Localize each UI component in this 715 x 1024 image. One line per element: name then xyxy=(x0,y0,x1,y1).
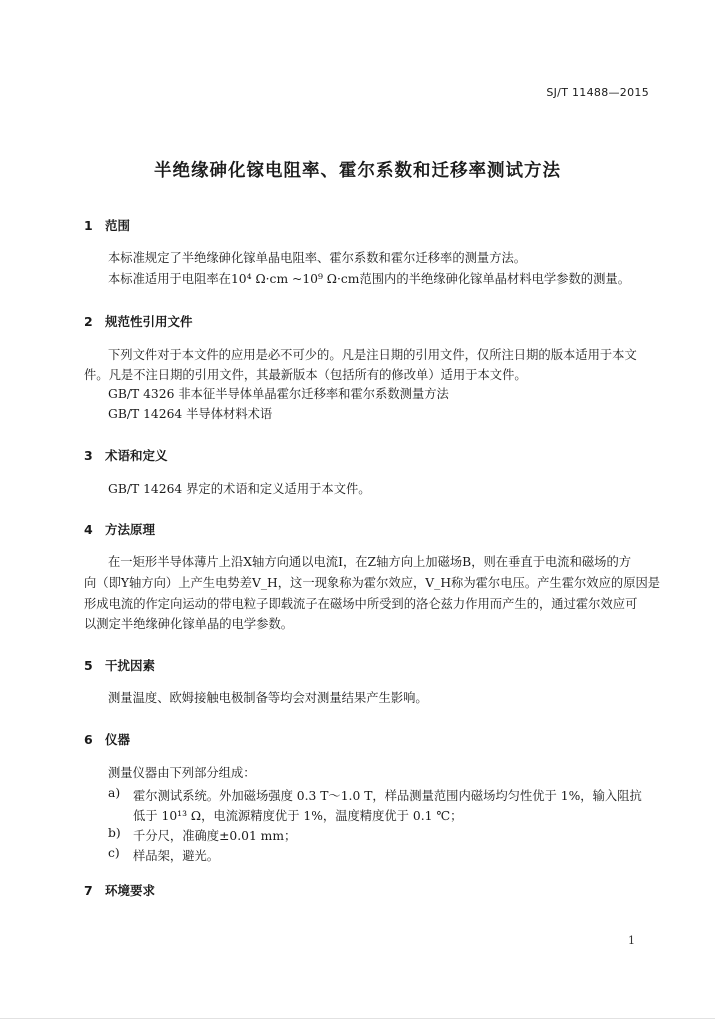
section-title: 术语和定义 xyxy=(105,448,168,463)
paragraph-line: 件。凡是不注日期的引用文件，其最新版本（包括所有的修改单）适用于本文件。 xyxy=(84,368,527,382)
list-item-line: 千分尺，准确度±0.01 mm； xyxy=(133,829,297,843)
section-2-heading xyxy=(84,312,193,330)
section-title: 环境要求 xyxy=(105,883,156,898)
section-4-heading xyxy=(84,520,155,538)
paragraph-line: 向（即Y轴方向）上产生电势差V_H，这一现象称为霍尔效应，V_H称为霍尔电压。产生霍尔效应的原因是 xyxy=(84,576,661,590)
list-marker: c) xyxy=(108,846,120,860)
section-number: 2 xyxy=(84,314,93,329)
paragraph-line: GB/T 14264 界定的术语和定义适用于本文件。 xyxy=(108,482,371,496)
list-marker: a) xyxy=(108,786,121,800)
list-item-line: 样品架，避光。 xyxy=(133,849,220,863)
reference-line: GB/T 4326 非本征半导体单晶霍尔迁移率和霍尔系数测量方法 xyxy=(108,387,449,401)
paragraph-line: 测量温度、欧姆接触电极制备等均会对测量结果产生影响。 xyxy=(108,691,428,705)
page-number: 1 xyxy=(628,934,635,947)
section-3-heading xyxy=(84,446,168,464)
section-6-heading xyxy=(84,730,130,748)
section-number: 7 xyxy=(84,883,93,898)
section-7-heading xyxy=(84,881,155,899)
paragraph-line: 形成电流的作定向运动的带电粒子即载流子在磁场中所受到的洛仑兹力作用而产生的，通过霍尔效应可 xyxy=(84,597,638,611)
section-number: 6 xyxy=(84,732,93,747)
paragraph-line: 下列文件对于本文件的应用是必不可少的。凡是注日期的引用文件，仅所注日期的版本适用于本文 xyxy=(108,348,637,362)
section-title: 规范性引用文件 xyxy=(105,314,193,329)
standard-number: SJ/T 11488—2015 xyxy=(546,86,649,99)
paragraph-line: 以测定半绝缘砷化镓单晶的电学参数。 xyxy=(84,617,294,631)
paragraph-line: 本标准规定了半绝缘砷化镓单晶电阻率、霍尔系数和霍尔迁移率的测量方法。 xyxy=(108,251,527,265)
section-title: 方法原理 xyxy=(105,522,156,537)
reference-line: GB/T 14264 半导体材料术语 xyxy=(108,407,273,421)
list-item-line: 霍尔测试系统。外加磁场强度 0.3 T～1.0 T，样品测量范围内磁场均匀性优于 1%，输入阻抗 xyxy=(133,789,642,803)
paragraph-line: 本标准适用于电阻率在10⁴ Ω·cm ~10⁹ Ω·cm范围内的半绝缘砷化镓单晶材料电学参数的测量。 xyxy=(108,272,630,286)
section-number: 4 xyxy=(84,522,93,537)
list-marker: b) xyxy=(108,826,121,840)
section-number: 1 xyxy=(84,218,93,233)
section-number: 5 xyxy=(84,658,93,673)
paragraph-line: 测量仪器由下列部分组成： xyxy=(108,766,256,780)
paragraph-line: 在一矩形半导体薄片上沿X轴方向通以电流I，在Z轴方向上加磁场B，则在垂直于电流和磁场的方 xyxy=(108,555,632,569)
section-title: 范围 xyxy=(105,218,131,233)
section-number: 3 xyxy=(84,448,93,463)
section-title: 仪器 xyxy=(105,732,131,747)
section-title: 干扰因素 xyxy=(105,658,156,673)
list-item-line: 低于 10¹³ Ω，电流源精度优于 1%，温度精度优于 0.1 ℃； xyxy=(133,809,463,823)
section-1-heading xyxy=(84,216,130,234)
section-5-heading xyxy=(84,656,155,674)
document-title: 半绝缘砷化镓电阻率、霍尔系数和迁移率测试方法 xyxy=(154,161,561,181)
page-bottom-edge xyxy=(0,1018,715,1019)
